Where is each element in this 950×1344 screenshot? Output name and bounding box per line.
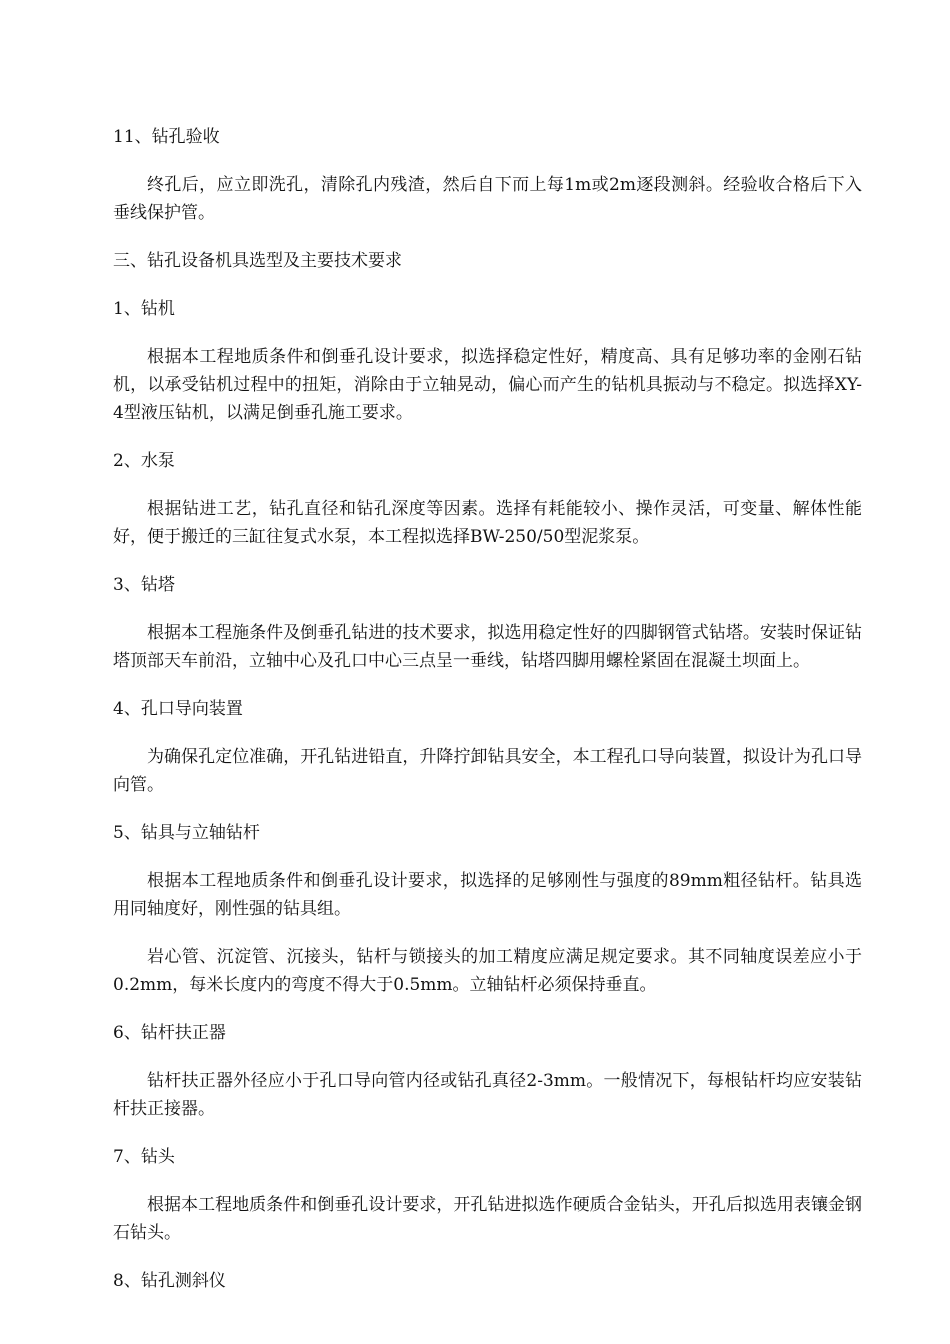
paragraph-centralizer: 钻杆扶正器外径应小于孔口导向管内径或钻孔真径2-3mm。一般情况下，每根钻杆均应安装钻杆扶正接器。: [113, 1071, 862, 1119]
paragraph-drill-rods: 根据本工程地质条件和倒垂孔设计要求，拟选择的足够刚性与强度的89mm粗径钻杆。钻具选用同轴度好，刚性强的钻具组。: [113, 871, 862, 919]
section-heading-2-pump: 2、水泵: [113, 451, 175, 471]
paragraph-pump: 根据钻进工艺，钻孔直径和钻孔深度等因素。选择有耗能较小、操作灵活，可变量、解体性能好，便于搬迁的三缸往复式水泵，本工程拟选择BW-250/50型泥浆泵。: [113, 499, 862, 547]
paragraph-drill-bit: 根据本工程地质条件和倒垂孔设计要求，开孔钻进拟选作硬质合金钻头，开孔后拟选用表镶金钢石钻头。: [113, 1195, 862, 1243]
paragraph-acceptance: 终孔后，应立即洗孔，清除孔内残渣，然后自下而上每1m或2m逐段测斜。经验收合格后下入垂线保护管。: [113, 175, 862, 223]
section-heading-1-drill-rig: 1、钻机: [113, 299, 175, 319]
section-heading-5-drill-rods: 5、钻具与立轴钻杆: [113, 823, 260, 843]
section-heading-8-inclinometer: 8、钻孔测斜仪: [113, 1271, 226, 1291]
section-heading-11-acceptance: 11、钻孔验收: [113, 127, 220, 147]
section-heading-4-guide: 4、孔口导向装置: [113, 699, 243, 719]
chapter-heading-equipment: 三、钻孔设备机具选型及主要技术要求: [113, 251, 402, 271]
paragraph-guide: 为确保孔定位准确，开孔钻进铅直，升降拧卸钻具安全，本工程孔口导向装置，拟设计为孔口导向管。: [113, 747, 862, 795]
section-heading-6-centralizer: 6、钻杆扶正器: [113, 1023, 226, 1043]
paragraph-tower: 根据本工程施条件及倒垂孔钻进的技术要求，拟选用稳定性好的四脚钢管式钻塔。安装时保证钻塔顶部天车前沿，立轴中心及孔口中心三点呈一垂线，钻塔四脚用螺栓紧固在混凝土坝面上。: [113, 623, 862, 671]
paragraph-drill-rig: 根据本工程地质条件和倒垂孔设计要求，拟选择稳定性好，精度高、具有足够功率的金刚石钻机，以承受钻机过程中的扭矩，消除由于立轴晃动，偏心而产生的钻机具振动与不稳定。拟选择XY-4型液压钻机，以满足倒垂孔施工要求。: [113, 347, 862, 423]
section-heading-7-drill-bit: 7、钻头: [113, 1147, 175, 1167]
section-heading-3-tower: 3、钻塔: [113, 575, 175, 595]
paragraph-precision: 岩心管、沉淀管、沉接头，钻杆与锁接头的加工精度应满足规定要求。其不同轴度误差应小于0.2mm，每米长度内的弯度不得大于0.5mm。立轴钻杆必须保持垂直。: [113, 947, 862, 995]
